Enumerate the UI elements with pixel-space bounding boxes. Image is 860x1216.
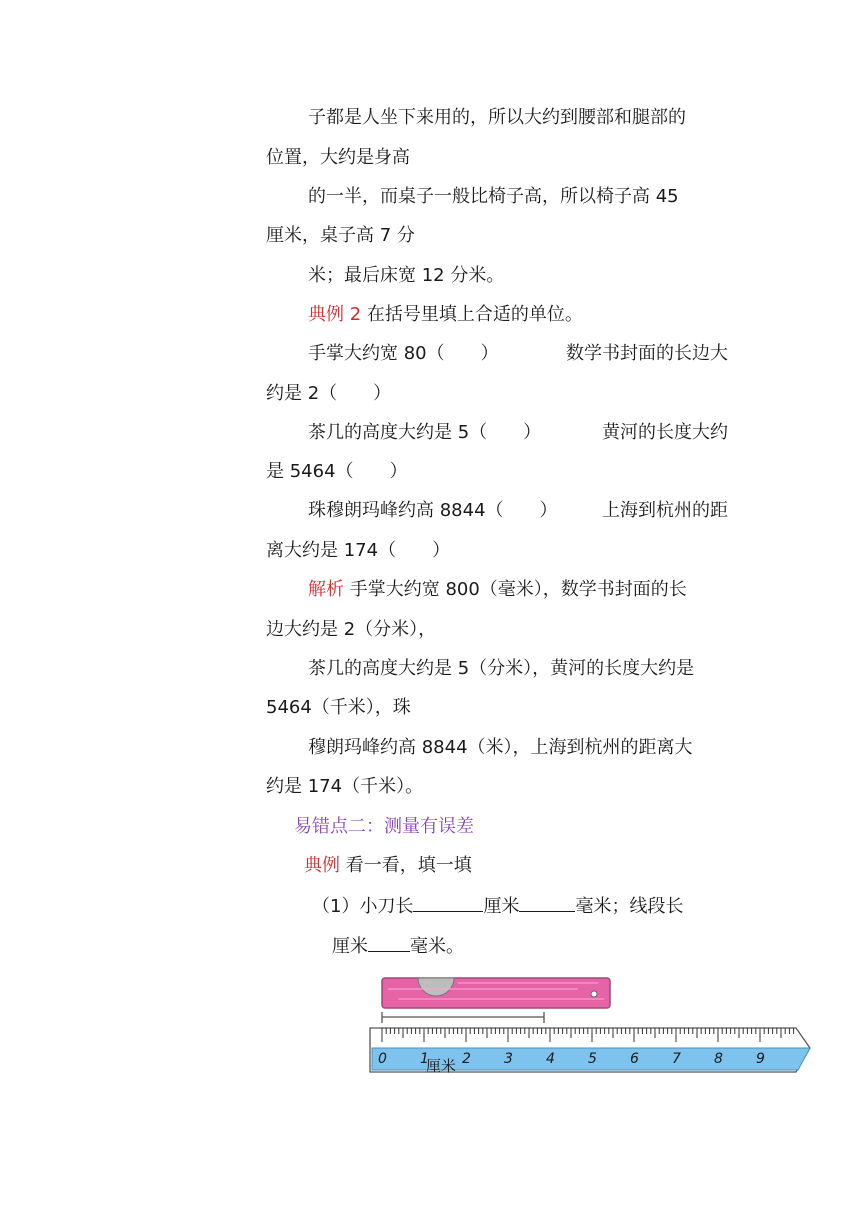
knife-hole-icon: [591, 991, 597, 997]
question-text: （1）小刀长: [312, 896, 414, 917]
ruler-number: 5: [588, 1051, 597, 1067]
text-line: 厘米，桌子高 7 分: [266, 225, 415, 246]
example-heading: [304, 854, 472, 878]
analysis-line: 茶几的高度大约是 5（分米），黄河的长度大约是: [308, 658, 695, 679]
question-text: 上海到杭州的距: [602, 500, 728, 521]
example-2-heading: [308, 303, 583, 327]
question-row: 约是 2（ ）: [266, 383, 392, 404]
ruler-number: 7: [672, 1051, 681, 1067]
ruler: [370, 1028, 810, 1075]
fill-question-cont: [332, 933, 464, 959]
ruler-number: 8: [714, 1051, 723, 1067]
answer-blank[interactable]: [413, 893, 483, 912]
unit-text: 毫米；线段长: [575, 896, 684, 917]
analysis-line: [308, 578, 687, 602]
knife: [382, 978, 610, 1008]
section-heading: 易错点二：测量有误差: [294, 816, 474, 837]
example-label: 典例 2: [308, 304, 362, 325]
ruler-number: 3: [504, 1051, 513, 1067]
ruler-unit-label: 厘米: [426, 1057, 457, 1075]
analysis-line: 5464（千米），珠: [266, 697, 411, 718]
example-instruction: 在括号里填上合适的单位。: [366, 304, 583, 325]
question-row: 是 5464（ ）: [266, 461, 408, 482]
text-line: 的一半，而桌子一般比椅子高，所以椅子高 45: [308, 186, 679, 207]
analysis-label: 解析: [308, 579, 344, 600]
text-line: 位置，大约是身高: [266, 147, 410, 168]
text-line: 米；最后床宽 12 分米。: [308, 265, 505, 286]
example-instruction: 看一看，填一填: [345, 855, 472, 876]
ruler-number: 9: [756, 1051, 765, 1067]
question-row: [308, 421, 728, 445]
ruler-figure: [368, 974, 814, 1088]
question-row: [308, 499, 728, 523]
ruler-number: 1: [420, 1051, 429, 1067]
question-text: 手掌大约宽 80（ ）: [308, 343, 499, 364]
unit-text: 厘米: [332, 936, 368, 957]
question-text: 珠穆朗玛峰约高 8844（ ）: [308, 500, 558, 521]
analysis-line: 穆朗玛峰约高 8844（米），上海到杭州的距离大: [308, 737, 693, 758]
question-row: 离大约是 174（ ）: [266, 540, 451, 561]
unit-text: 厘米: [483, 896, 520, 917]
ruler-number: 0: [378, 1051, 387, 1067]
ruler-number: 6: [630, 1051, 639, 1067]
question-text: 黄河的长度大约: [602, 422, 728, 443]
analysis-line: 边大约是 2（分米），: [266, 619, 437, 640]
text-line: 子都是人坐下来用的，所以大约到腰部和腿部的: [308, 107, 686, 128]
question-text: 茶几的高度大约是 5（ ）: [308, 422, 542, 443]
analysis-line: 约是 174（千米）。: [266, 776, 424, 797]
question-row: [308, 342, 728, 366]
ruler-number: 4: [546, 1051, 555, 1067]
unit-text: 毫米。: [410, 936, 464, 957]
ruler-number: 2: [462, 1051, 471, 1067]
line-segment: [382, 1012, 544, 1023]
answer-blank[interactable]: [519, 893, 575, 912]
answer-blank[interactable]: [368, 933, 410, 952]
analysis-text: 手掌大约宽 800（毫米），数学书封面的长: [349, 579, 687, 600]
fill-question: [312, 893, 683, 919]
example-label: 典例: [304, 855, 340, 876]
question-text: 数学书封面的长边大: [566, 343, 728, 364]
